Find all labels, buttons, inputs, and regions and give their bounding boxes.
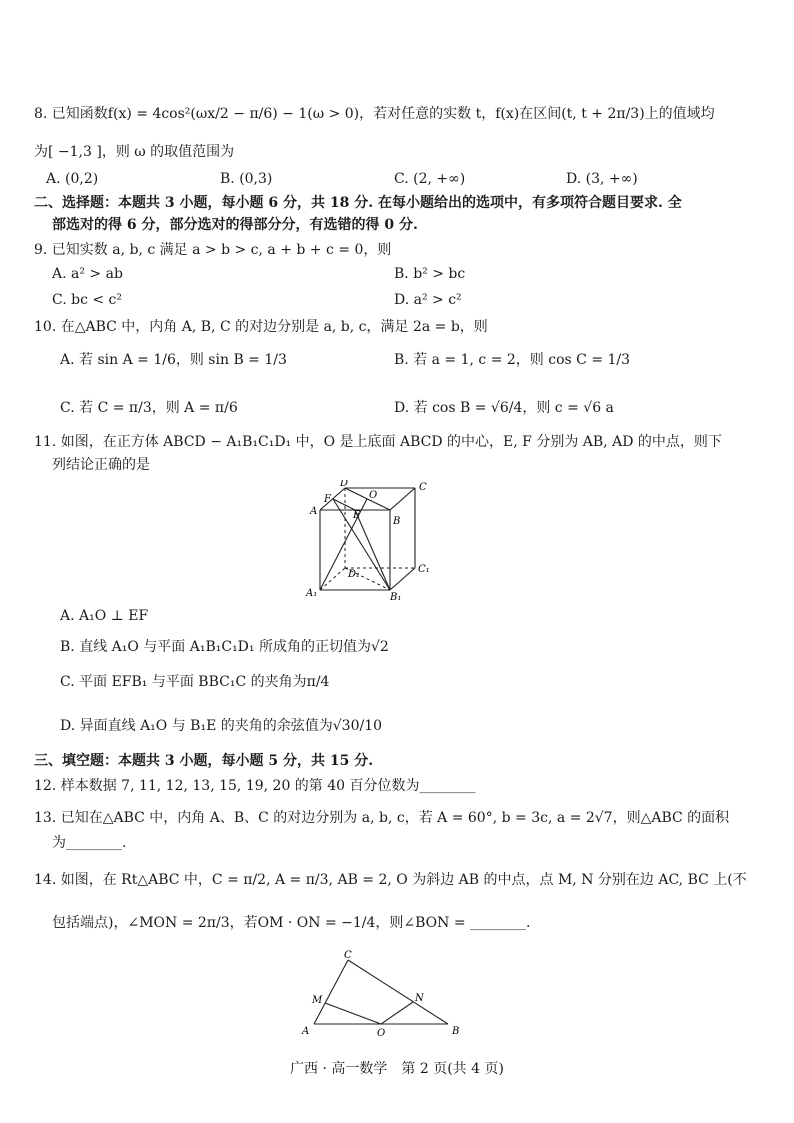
q11-line2: 列结论正确的是: [52, 457, 150, 473]
section2-line2: 部选对的得 6 分，部分选对的得部分分，有选错的得 0 分.: [52, 217, 418, 233]
q8-line2: 为[ −1,3 ]，则 ω 的取值范围为: [34, 144, 235, 160]
q14-line1: 14. 如图，在 Rt△ABC 中，C = π/2, A = π/3, AB = 2, O 为斜边 AB 的中点，点 M, N 分别在边 AC, BC 上(不: [34, 872, 747, 888]
q11-option-a: A. A₁O ⊥ EF: [60, 608, 149, 624]
q9-option-a: A. a² > ab: [52, 266, 123, 282]
q9-option-d: D. a² > c²: [394, 292, 462, 308]
label-D: D: [340, 480, 349, 489]
section2-line1: 二、选择题：本题共 3 小题，每小题 6 分，共 18 分. 在每小题给出的选项中，有多项符合题目要求. 全: [34, 195, 682, 211]
label-E: E: [353, 510, 361, 521]
label-D1: D₁: [348, 569, 361, 580]
q12-stem: 12. 样本数据 7, 11, 12, 13, 15, 19, 20 的第 40 百分位数为________: [34, 778, 476, 794]
label-C: C: [419, 482, 427, 493]
q11-option-b: B. 直线 A₁O 与平面 A₁B₁C₁D₁ 所成角的正切值为√2: [60, 639, 389, 655]
q9-option-c: C. bc < c²: [52, 292, 122, 308]
q14-line2: 包括端点)，∠MON = 2π/3，若OM · ON = −1/4，则∠BON = ________.: [52, 915, 531, 931]
q10-stem: 10. 在△ABC 中，内角 A, B, C 的对边分别是 a, b, c，满足 2a = b，则: [34, 319, 488, 335]
q8-option-c: C. (2, +∞): [394, 171, 466, 187]
q8-option-d: D. (3, +∞): [566, 171, 638, 187]
label-C: C: [344, 950, 352, 961]
cube-figure: [300, 480, 440, 605]
q9-option-b: B. b² > bc: [394, 266, 466, 282]
label-O: O: [377, 1028, 386, 1038]
label-B: B: [393, 516, 401, 527]
label-A1: A₁: [306, 588, 318, 599]
q9-stem: 9. 已知实数 a, b, c 满足 a > b > c, a + b + c = 0，则: [34, 242, 392, 258]
q8-option-a: A. (0,2): [46, 171, 99, 187]
q11-line1: 11. 如图，在正方体 ABCD − A₁B₁C₁D₁ 中，O 是上底面 ABCD 的中心，E, F 分别为 AB, AD 的中点，则下: [34, 434, 722, 450]
q10-option-b: B. 若 a = 1, c = 2，则 cos C = 1/3: [394, 352, 631, 368]
q13-line1: 13. 已知在△ABC 中，内角 A、B、C 的对边分别为 a, b, c，若 A = 60°, b = 3c, a = 2√7，则△ABC 的面积: [34, 810, 730, 826]
q8-line1: 8. 已知函数f(x) = 4cos²(ωx/2 − π/6) − 1(ω > 0)，若对任意的实数 t，f(x)在区间(t, t + 2π/3)上的值域均: [34, 106, 715, 122]
q13-line2: 为________.: [52, 835, 127, 851]
label-F: F: [324, 494, 331, 505]
q10-option-d: D. 若 cos B = √6/4，则 c = √6 a: [394, 400, 614, 416]
page-footer: 广西 · 高一数学 第 2 页(共 4 页): [290, 1061, 504, 1077]
label-C1: C₁: [418, 564, 430, 575]
q11-option-c: C. 平面 EFB₁ 与平面 BBC₁C 的夹角为π/4: [60, 674, 330, 690]
section3-title: 三、填空题：本题共 3 小题，每小题 5 分，共 15 分.: [34, 753, 374, 769]
label-B: B: [452, 1026, 460, 1037]
label-A: A: [302, 1026, 310, 1037]
q11-option-d: D. 异面直线 A₁O 与 B₁E 的夹角的余弦值为√30/10: [60, 718, 383, 734]
label-O: O: [369, 490, 378, 501]
label-B1: B₁: [390, 592, 402, 603]
q8-option-b: B. (0,3): [220, 171, 273, 187]
triangle-figure: [298, 948, 468, 1038]
q10-option-c: C. 若 C = π/3，则 A = π/6: [60, 400, 238, 416]
label-A: A: [310, 506, 318, 517]
label-M: M: [312, 995, 323, 1006]
q10-option-a: A. 若 sin A = 1/6，则 sin B = 1/3: [60, 352, 287, 368]
label-N: N: [415, 993, 424, 1004]
